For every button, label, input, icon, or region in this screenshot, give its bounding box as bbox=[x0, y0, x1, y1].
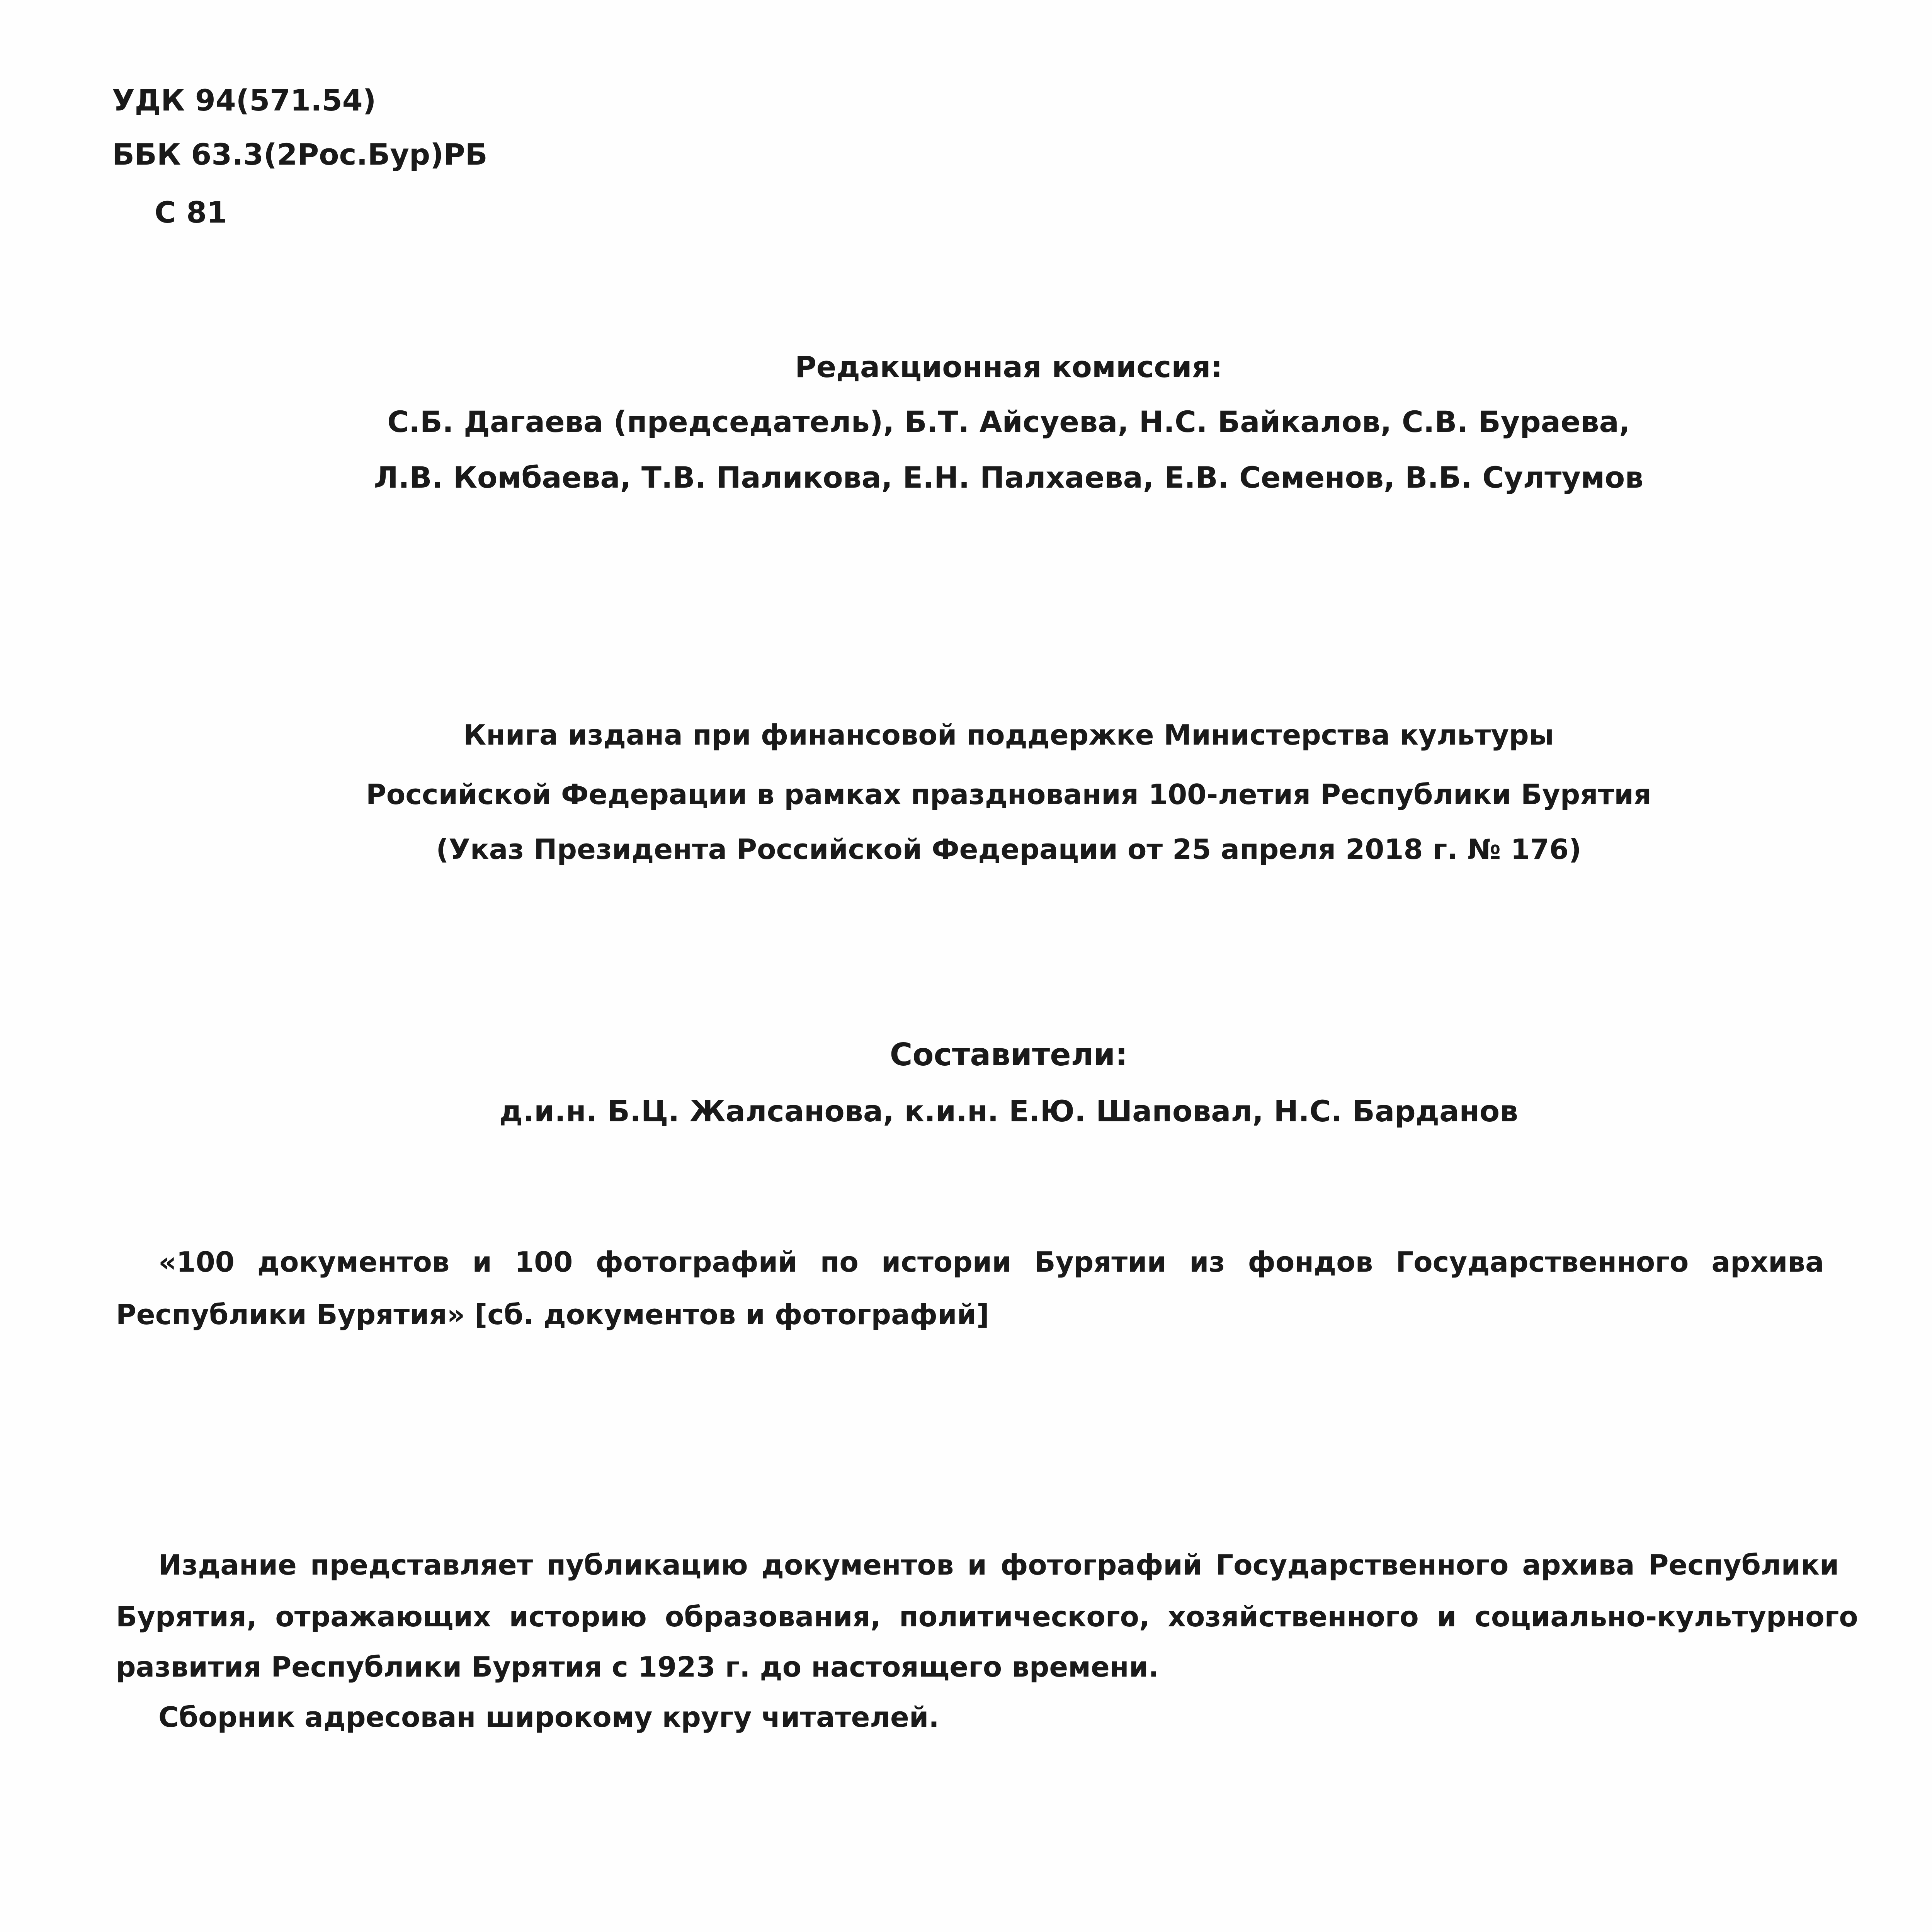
annotation-line: Издание представляет публикацию документов и фотографий Государственного архива Республики bbox=[158, 1549, 1839, 1581]
udk-code: УДК 94(571.54) bbox=[112, 83, 376, 117]
annotation-line: развития Республики Бурятия с 1923 г. до настоящего времени. bbox=[116, 1651, 1159, 1683]
bbk-code: ББК 63.3(2Рос.Бур)РБ bbox=[112, 137, 488, 172]
compilers-names: д.и.н. Б.Ц. Жалсанова, к.и.н. Е.Ю. Шаповал, Н.С. Барданов bbox=[499, 1094, 1519, 1128]
annotation-line: Бурятия, отражающих историю образования, политического, хозяйственного и социально-культурного bbox=[116, 1600, 1858, 1633]
author-mark: С 81 bbox=[155, 195, 227, 230]
funding-note-line: (Указ Президента Российской Федерации от 25 апреля 2018 г. № 176) bbox=[436, 833, 1582, 866]
editorial-board-line: Л.В. Комбаева, Т.В. Паликова, Е.Н. Палхаева, Е.В. Семенов, В.Б. Султумов bbox=[374, 460, 1644, 495]
editorial-board-line: С.Б. Дагаева (председатель), Б.Т. Айсуева, Н.С. Байкалов, С.В. Бураева, bbox=[387, 405, 1630, 439]
annotation-line: Сборник адресован широкому кругу читателей. bbox=[158, 1701, 939, 1733]
compilers-heading: Составители: bbox=[889, 1037, 1128, 1073]
editorial-board-heading: Редакционная комиссия: bbox=[795, 350, 1223, 384]
funding-note-line: Книга издана при финансовой поддержке Министерства культуры bbox=[463, 719, 1554, 751]
title-entry-line: Республики Бурятия» [сб. документов и фотографий] bbox=[116, 1298, 989, 1331]
funding-note-line: Российской Федерации в рамках празднования 100-летия Республики Бурятия bbox=[366, 778, 1651, 811]
title-entry-line: «100 документов и 100 фотографий по истории Бурятии из фондов Государственного архива bbox=[158, 1246, 1824, 1278]
